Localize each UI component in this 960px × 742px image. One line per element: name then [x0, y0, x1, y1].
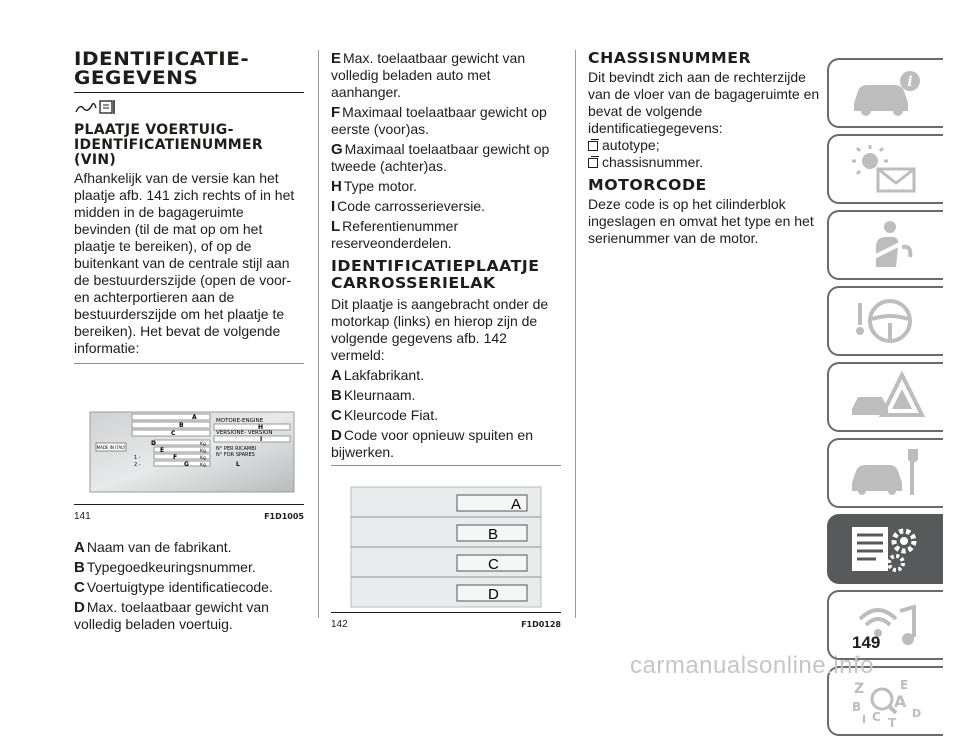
figure-142-code: F1D0128	[521, 620, 561, 629]
steering-wheel-icon	[846, 293, 926, 349]
list-item	[331, 178, 561, 195]
car-tools-icon	[846, 445, 926, 501]
index-letter-b: B	[852, 700, 862, 714]
plate-letter-b: B	[179, 422, 184, 429]
svg-text:i: i	[907, 74, 913, 90]
list-item	[331, 50, 561, 101]
column-divider	[318, 50, 319, 618]
plate-kg-3: Kg	[200, 456, 206, 461]
item-letter: B	[331, 387, 342, 404]
plate-letter-g: G	[184, 461, 189, 468]
index-letter-d: D	[912, 707, 922, 720]
item-text: Type motor.	[343, 178, 417, 194]
section-text-chassis: Dit bevindt zich aan de rechterzijde van de vloer van de bagageruimte en bevat de volgende identificatiegegevens:	[588, 69, 820, 136]
plate-letter-e: E	[160, 447, 165, 454]
warning-triangle-icon	[846, 369, 926, 425]
item-text: Kleurnaam.	[343, 387, 416, 403]
list-item	[588, 137, 820, 154]
plate-letter-i: I	[260, 436, 263, 443]
list-item	[331, 367, 561, 384]
index-letter-a: A	[894, 692, 907, 711]
item-text: chassisnummer.	[602, 154, 704, 170]
section-text-paint: Dit plaatje is aangebracht onder de motorkap (links) en hierop zijn de volgende gegevens afb. 142 vermeld:	[331, 296, 549, 363]
section-title-paint: IDENTIFICATIEPLAATJE CARROSSERIELAK	[331, 257, 540, 292]
figure-141-code: F1D1005	[264, 512, 304, 521]
item-letter: C	[74, 579, 85, 596]
item-text: Lakfabrikant.	[343, 367, 425, 383]
section-title-engine: MOTORCODE	[588, 176, 707, 194]
index-letter-e: E	[900, 678, 909, 692]
index-letter-t: T	[888, 716, 897, 729]
section-text-vin: Afhankelijk van de versie kan het plaatje afb. 141 zich rechts of in het midden in de bagageruimte bevinden (til de mat op om het plaatje te bereiken), of op de buitenkant van de centrale stijl aan de bestuurderszijde (open de voor- en achterportieren aan de bestuurderszijde om het plaatje te bereiken). Het bevat de volgende informatie:	[74, 170, 295, 356]
list-item	[74, 559, 304, 576]
plate-made-in: MADE IN ITALY	[96, 445, 126, 450]
figure-142-caption	[331, 612, 561, 633]
item-letter: D	[331, 427, 342, 444]
item-text: Voertuigtype identificatiecode.	[86, 579, 273, 595]
paint-label-d: D	[488, 586, 499, 603]
alphabetical-index-icon	[846, 673, 926, 729]
seatbelt-airbag-icon	[846, 217, 926, 273]
column-3	[588, 50, 820, 247]
item-letter: C	[331, 407, 342, 424]
plate-versione: VERSIONE- VERSION	[216, 430, 273, 436]
tab-warning-lights[interactable]	[827, 134, 943, 204]
document-pen-icon	[74, 99, 304, 119]
list-item	[331, 141, 561, 175]
item-letter: D	[74, 599, 85, 616]
list-item	[331, 218, 561, 252]
item-letter: G	[331, 141, 343, 158]
item-letter: A	[331, 367, 342, 384]
item-text: Max. toelaatbaar gewicht van volledig beladen voertuig.	[74, 599, 269, 632]
tab-emergency[interactable]	[827, 362, 943, 432]
item-text: autotype;	[602, 137, 660, 153]
checkbox-bullet-icon	[588, 141, 598, 151]
item-letter: I	[331, 198, 336, 215]
plate-letter-h: H	[258, 424, 264, 431]
list-item	[331, 407, 561, 424]
tab-multimedia[interactable]	[827, 590, 943, 660]
tech-data-icon	[846, 521, 926, 577]
tab-starting-driving[interactable]	[827, 286, 943, 356]
item-text: Code carrosserieversie.	[337, 198, 486, 214]
item-letter: L	[331, 218, 341, 235]
figure-top-rule	[331, 465, 561, 466]
paint-label-c: C	[488, 556, 499, 573]
item-letter: H	[331, 178, 342, 195]
item-letter: A	[74, 539, 85, 556]
item-text: Kleurcode Fiat.	[343, 407, 439, 423]
list-item	[331, 104, 561, 138]
paint-label-a: A	[511, 496, 522, 513]
figure-141-number: 141	[74, 511, 91, 522]
item-text: Typegoedkeuringsnummer.	[86, 559, 256, 575]
figure-142-number: 142	[331, 619, 348, 630]
page-number: 149	[852, 633, 881, 652]
list-item	[331, 427, 561, 461]
item-text: Code voor opnieuw spuiten en bijwerken.	[331, 427, 533, 460]
plate-axle-2: 2 -	[134, 462, 141, 468]
plate-letter-f: F	[173, 454, 178, 461]
plate-ricambi: N° PER RICAMBI	[216, 446, 257, 452]
warning-light-icon	[846, 141, 926, 197]
item-text: Referentienummer reserveonderdelen.	[331, 218, 459, 251]
column-divider	[575, 50, 576, 618]
watermark: carmanualsonline.info	[630, 652, 874, 679]
title-rule	[74, 92, 304, 93]
figure-top-rule	[74, 363, 304, 364]
item-letter: E	[331, 50, 342, 67]
item-text: Max. toelaatbaar gewicht van volledig beladen auto met aanhanger.	[331, 50, 526, 100]
list-item	[74, 579, 304, 596]
section-title-chassis: CHASSISNUMMER	[588, 49, 752, 67]
tab-technical-data[interactable]	[827, 514, 943, 584]
checkbox-bullet-icon	[588, 158, 598, 168]
item-text: Maximaal toelaatbaar gewicht op eerste (voor)as.	[331, 104, 547, 137]
plate-kg-1: Kg	[200, 442, 206, 447]
plate-kg-4: Kg	[200, 463, 206, 468]
plate-motore: MOTORE-ENGINE	[216, 418, 264, 424]
tab-maintenance[interactable]	[827, 438, 943, 508]
paint-plate-illustration	[331, 472, 561, 608]
figure-141	[74, 370, 304, 502]
item-letter: F	[331, 104, 341, 121]
item-letter: B	[74, 559, 85, 576]
figure-141-caption	[74, 504, 304, 525]
list-item	[331, 387, 561, 404]
vin-plate-illustration	[74, 370, 304, 502]
plate-spares: N° FOR SPARES	[216, 452, 255, 458]
list-item	[74, 599, 304, 633]
car-info-icon	[846, 65, 926, 121]
figure-142	[331, 472, 561, 608]
section-text-engine: Deze code is op het cilinderblok ingeslagen en omvat het type en het serienummer van de motor.	[588, 196, 814, 246]
item-text: Naam van de fabrikant.	[86, 539, 232, 555]
page-title: IDENTIFICATIE-GEGEVENS	[74, 48, 250, 89]
list-item	[331, 198, 561, 215]
list-item	[74, 539, 304, 556]
index-letter-i: I	[862, 713, 867, 726]
column-1	[74, 50, 304, 636]
tab-car-info[interactable]	[827, 58, 943, 128]
chapter-nav	[827, 58, 943, 742]
tab-safety[interactable]	[827, 210, 943, 280]
plate-axle-1: 1 -	[134, 455, 141, 461]
item-text: Maximaal toelaatbaar gewicht op tweede (achter)as.	[331, 141, 550, 174]
section-title-vin: PLAATJE VOERTUIG-IDENTIFICATIENUMMER (VIN)	[74, 122, 263, 168]
plate-letter-l: L	[236, 461, 240, 468]
plate-letter-d: D	[151, 440, 156, 447]
paint-label-b: B	[488, 526, 499, 543]
index-letter-c: C	[872, 710, 881, 724]
column-2	[331, 50, 561, 633]
plate-kg-2: Kg	[200, 449, 206, 454]
index-letter-z: Z	[854, 681, 865, 697]
plate-letter-c: C	[171, 430, 176, 437]
plate-letter-a: A	[192, 414, 197, 421]
list-item	[588, 154, 820, 171]
